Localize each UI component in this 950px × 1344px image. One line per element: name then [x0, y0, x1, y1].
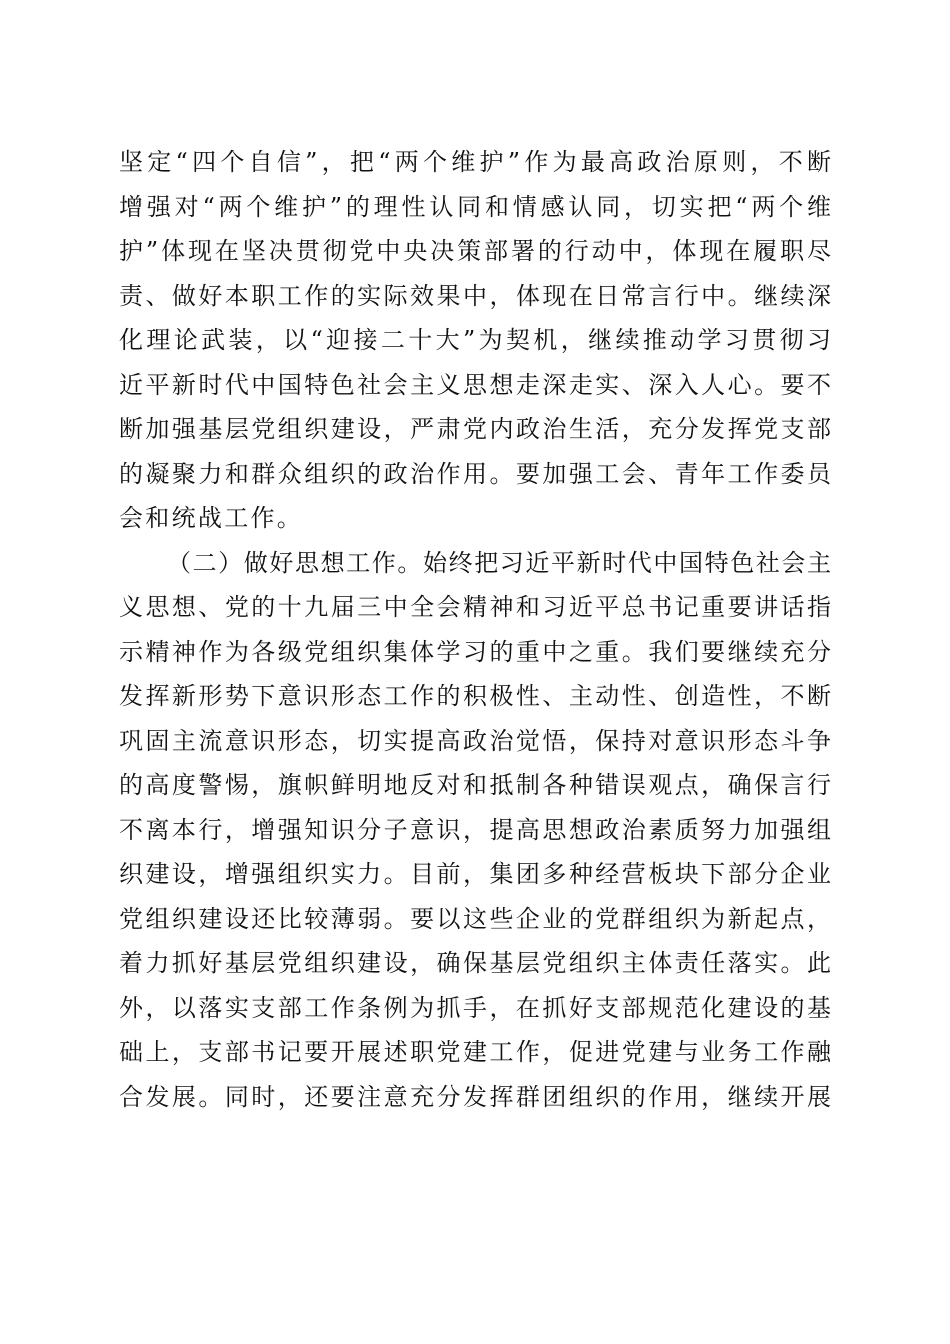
- text-line: 发挥新形势下意识形态工作的积极性、主动性、创造性，不断: [119, 682, 831, 710]
- text-line: 护”体现在坚决贯彻党中央决策部署的行动中，体现在履职尽: [119, 237, 831, 265]
- text-line: 义思想、党的十九届三中全会精神和习近平总书记重要讲话指: [119, 593, 831, 621]
- text-line: 不离本行，增强知识分子意识，提高思想政治素质努力加强组: [119, 815, 831, 844]
- text-line: 党组织建设还比较薄弱。要以这些企业的党群组织为新起点，: [119, 904, 831, 933]
- text-line: 的凝聚力和群众组织的政治作用。要加强工会、青年工作委员: [119, 459, 831, 488]
- text-line: 外，以落实支部工作条例为抓手，在抓好支部规范化建设的基: [119, 993, 831, 1022]
- section-heading-line: （二）做好思想工作。始终把习近平新时代中国特色社会主: [167, 548, 831, 577]
- text-line: 责、做好本职工作的实际效果中，体现在日常言行中。继续深: [119, 281, 831, 310]
- text-line: 坚定“四个自信”，把“两个维护”作为最高政治原则，不断: [119, 148, 831, 176]
- body-text: [119, 140, 831, 1119]
- text-line: 断加强基层党组织建设，严肃党内政治生活，充分发挥党支部: [119, 415, 831, 443]
- text-line: 示精神作为各级党组织集体学习的重中之重。我们要继续充分: [119, 637, 831, 666]
- text-line: 础上，支部书记要开展述职党建工作，促进党建与业务工作融: [119, 1038, 831, 1066]
- text-line: 化理论武装，以“迎接二十大”为契机，继续推动学习贯彻习: [119, 326, 831, 354]
- text-line: 增强对“两个维护”的理性认同和情感认同，切实把“两个维: [119, 192, 831, 221]
- text-line: 近平新时代中国特色社会主义思想走深走实、深入人心。要不: [119, 370, 831, 399]
- text-line: 的高度警惕，旗帜鲜明地反对和抵制各种错误观点，确保言行: [119, 771, 831, 799]
- text-line: 巩固主流意识形态，切实提高政治觉悟，保持对意识形态斗争: [119, 726, 831, 755]
- text-line: 合发展。同时，还要注意充分发挥群团组织的作用，继续开展: [119, 1082, 831, 1111]
- text-line: 织建设，增强组织实力。目前，集团多种经营板块下部分企业: [119, 860, 831, 888]
- text-line: 会和统战工作。: [119, 504, 304, 532]
- text-line: 着力抓好基层党组织建设，确保基层党组织主体责任落实。此: [119, 949, 831, 977]
